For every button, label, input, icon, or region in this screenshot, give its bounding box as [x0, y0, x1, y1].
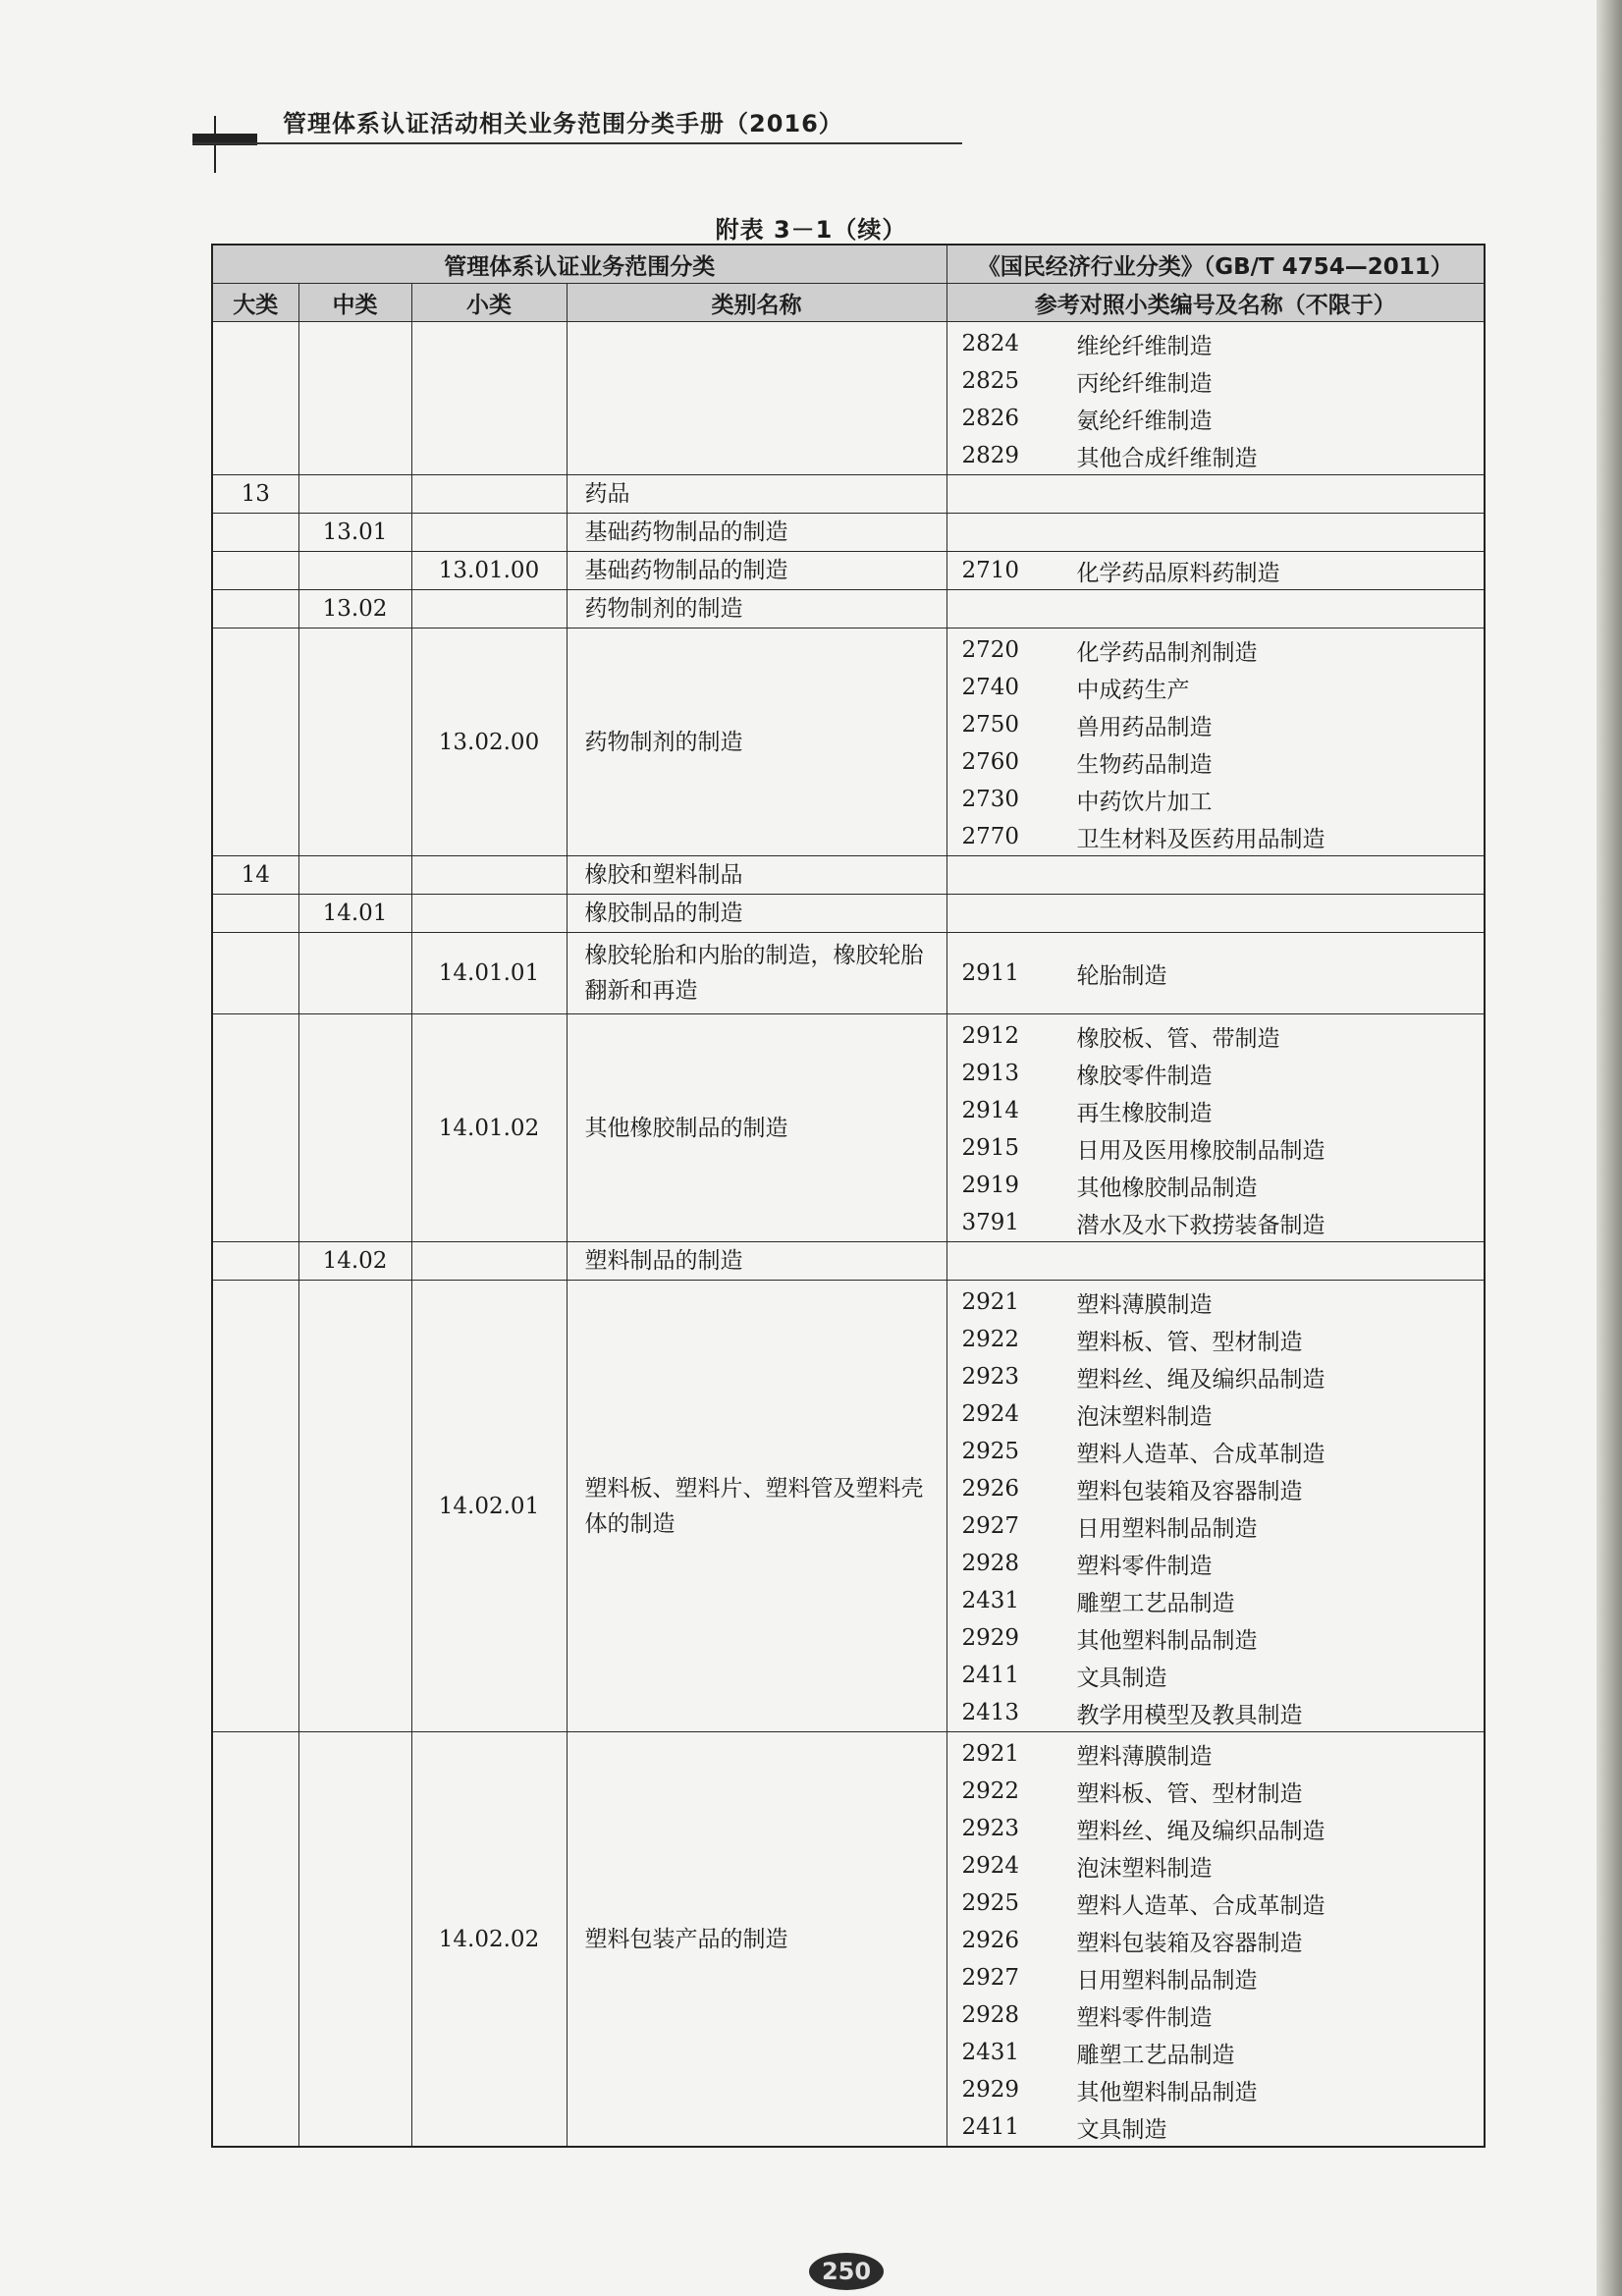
reference-code: 2914 — [961, 1098, 1020, 1123]
reference-name: 塑料人造革、合成革制造 — [1076, 1892, 1325, 1919]
reference-name: 维纶纤维制造 — [1076, 333, 1213, 359]
reference-item — [947, 1773, 1485, 1810]
reference-item — [947, 781, 1485, 818]
reference-name: 塑料零件制造 — [1076, 2004, 1213, 2031]
reference-name: 文具制造 — [1076, 2116, 1167, 2143]
col-header-reference: 参考对照小类编号及名称（不限于） — [946, 284, 1485, 322]
cell-category-name: 基础药物制品的制造 — [567, 552, 946, 590]
reference-name: 雕塑工艺品制造 — [1076, 2042, 1235, 2068]
cell-minor — [411, 1242, 567, 1281]
reference-item — [947, 818, 1485, 855]
reference-name: 橡胶零件制造 — [1076, 1063, 1213, 1089]
reference-code: 2431 — [961, 1588, 1020, 1613]
cell-reference — [946, 895, 1485, 933]
cell-category-name: 基础药物制品的制造 — [567, 514, 946, 552]
reference-name: 潜水及水下救捞装备制造 — [1076, 1212, 1325, 1238]
cell-category-name: 药物制剂的制造 — [567, 629, 946, 856]
reference-item — [947, 1847, 1485, 1885]
reference-name: 泡沫塑料制造 — [1076, 1855, 1213, 1882]
cell-minor — [411, 856, 567, 895]
cell-minor: 14.01.01 — [411, 933, 567, 1014]
reference-item — [947, 1284, 1485, 1321]
reference-name: 塑料零件制造 — [1076, 1553, 1213, 1579]
header-row-columns — [212, 284, 1485, 322]
cell-middle — [298, 933, 411, 1014]
cell-major — [212, 590, 298, 629]
reference-item — [947, 743, 1485, 781]
reference-name: 轮胎制造 — [1076, 962, 1167, 989]
reference-item — [947, 1129, 1485, 1167]
reference-name: 雕塑工艺品制造 — [1076, 1590, 1235, 1616]
cell-category-name: 其他橡胶制品的制造 — [567, 1014, 946, 1242]
cell-category-name: 药品 — [567, 475, 946, 514]
cell-category-name: 塑料包装产品的制造 — [567, 1732, 946, 2148]
cell-major — [212, 895, 298, 933]
cell-middle — [298, 856, 411, 895]
reference-item — [947, 1507, 1485, 1545]
reference-code: 2928 — [961, 1551, 1020, 1576]
cell-middle: 13.02 — [298, 590, 411, 629]
cell-reference — [946, 1014, 1485, 1242]
cell-major — [212, 1242, 298, 1281]
reference-name: 卫生材料及医药用品制造 — [1076, 826, 1325, 852]
cell-reference — [946, 1242, 1485, 1281]
reference-code: 3791 — [961, 1210, 1020, 1235]
reference-item — [947, 2108, 1485, 2146]
table-row — [212, 895, 1485, 933]
reference-code: 2925 — [961, 1439, 1020, 1464]
cell-category-name: 橡胶轮胎和内胎的制造，橡胶轮胎翻新和再造 — [567, 933, 946, 1014]
reference-name: 塑料板、管、型材制造 — [1076, 1329, 1303, 1355]
reference-item — [947, 1092, 1485, 1129]
table-row — [212, 590, 1485, 629]
page-edge-shadow — [1596, 0, 1622, 2296]
reference-code: 2913 — [961, 1061, 1020, 1086]
reference-name: 中药饮片加工 — [1076, 789, 1213, 815]
table-row — [212, 1014, 1485, 1242]
page-number: 250 — [809, 2253, 884, 2290]
cell-major — [212, 552, 298, 590]
cell-major: 14 — [212, 856, 298, 895]
cell-minor — [411, 895, 567, 933]
cell-major — [212, 933, 298, 1014]
reference-code: 2740 — [961, 675, 1020, 700]
reference-item — [947, 1433, 1485, 1470]
cell-minor — [411, 322, 567, 475]
cell-middle — [298, 1281, 411, 1732]
reference-item — [947, 362, 1485, 400]
cell-category-name: 塑料制品的制造 — [567, 1242, 946, 1281]
reference-code: 2927 — [961, 1513, 1020, 1539]
reference-item — [947, 437, 1485, 474]
reference-item — [947, 933, 1485, 1013]
reference-code: 2923 — [961, 1816, 1020, 1841]
cell-category-name: 橡胶和塑料制品 — [567, 856, 946, 895]
reference-code: 2912 — [961, 1023, 1020, 1049]
reference-code: 2919 — [961, 1173, 1020, 1198]
reference-name: 日用及医用橡胶制品制造 — [1076, 1137, 1325, 1164]
cell-reference — [946, 552, 1485, 590]
reference-name: 文具制造 — [1076, 1665, 1167, 1691]
col-header-minor: 小类 — [411, 284, 567, 322]
reference-code: 2921 — [961, 1289, 1020, 1315]
cell-major — [212, 629, 298, 856]
cell-major — [212, 1014, 298, 1242]
reference-name: 日用塑料制品制造 — [1076, 1515, 1258, 1542]
reference-code: 2431 — [961, 2040, 1020, 2065]
reference-code: 2926 — [961, 1928, 1020, 1953]
cell-reference — [946, 1732, 1485, 2148]
cell-category-name: 橡胶制品的制造 — [567, 895, 946, 933]
reference-item — [947, 1017, 1485, 1055]
reference-item — [947, 1470, 1485, 1507]
reference-item — [947, 2071, 1485, 2108]
table-title: 附表 3－1（续） — [715, 216, 907, 244]
table-row — [212, 629, 1485, 856]
group-header-left: 管理体系认证业务范围分类 — [212, 245, 946, 284]
reference-name: 塑料人造革、合成革制造 — [1076, 1441, 1325, 1467]
reference-code: 2926 — [961, 1476, 1020, 1502]
reference-code: 2825 — [961, 368, 1020, 394]
reference-name: 泡沫塑料制造 — [1076, 1403, 1213, 1430]
cell-category-name — [567, 322, 946, 475]
cell-minor — [411, 475, 567, 514]
cell-middle — [298, 629, 411, 856]
reference-name: 再生橡胶制造 — [1076, 1100, 1213, 1126]
reference-name: 化学药品原料药制造 — [1076, 560, 1280, 586]
reference-code: 2928 — [961, 2002, 1020, 2028]
reference-item — [947, 1885, 1485, 1922]
classification-table — [211, 244, 1486, 2148]
reference-item — [947, 1735, 1485, 1773]
reference-code: 2929 — [961, 1625, 1020, 1651]
table-row — [212, 475, 1485, 514]
reference-name: 氨纶纤维制造 — [1076, 408, 1213, 434]
reference-code: 2411 — [961, 1663, 1020, 1688]
reference-name: 其他塑料制品制造 — [1076, 2079, 1258, 2105]
reference-code: 2929 — [961, 2077, 1020, 2103]
reference-item — [947, 1619, 1485, 1657]
reference-code: 2824 — [961, 331, 1020, 356]
cell-middle — [298, 475, 411, 514]
cell-major — [212, 514, 298, 552]
col-header-category-name: 类别名称 — [567, 284, 946, 322]
reference-item — [947, 1996, 1485, 2034]
cell-reference — [946, 933, 1485, 1014]
reference-code: 2720 — [961, 637, 1020, 663]
reference-name: 中成药生产 — [1076, 677, 1190, 703]
reference-item — [947, 400, 1485, 437]
reference-name: 教学用模型及教具制造 — [1076, 1702, 1303, 1728]
reference-item — [947, 1922, 1485, 1959]
reference-code: 2927 — [961, 1965, 1020, 1991]
cell-reference — [946, 514, 1485, 552]
reference-code: 2925 — [961, 1890, 1020, 1916]
reference-name: 塑料丝、绳及编织品制造 — [1076, 1366, 1325, 1393]
reference-name: 塑料板、管、型材制造 — [1076, 1780, 1303, 1807]
reference-code: 2826 — [961, 406, 1020, 431]
cell-middle — [298, 1732, 411, 2148]
reference-code: 2411 — [961, 2114, 1020, 2140]
reference-item — [947, 1358, 1485, 1395]
cell-major — [212, 322, 298, 475]
reference-code: 2922 — [961, 1778, 1020, 1804]
cell-category-name: 塑料板、塑料片、塑料管及塑料壳体的制造 — [567, 1281, 946, 1732]
reference-item — [947, 1167, 1485, 1204]
reference-name: 其他橡胶制品制造 — [1076, 1175, 1258, 1201]
reference-name: 日用塑料制品制造 — [1076, 1967, 1258, 1994]
table-row — [212, 1242, 1485, 1281]
cell-minor: 14.02.02 — [411, 1732, 567, 2148]
reference-item — [947, 1959, 1485, 1996]
reference-item — [947, 552, 1485, 589]
reference-item — [947, 1810, 1485, 1847]
reference-code: 2750 — [961, 712, 1020, 738]
reference-item — [947, 1321, 1485, 1358]
cell-major — [212, 1732, 298, 2148]
table-row — [212, 514, 1485, 552]
reference-name: 丙纶纤维制造 — [1076, 370, 1213, 397]
table-body — [212, 322, 1485, 2148]
cell-middle — [298, 1014, 411, 1242]
reference-item — [947, 1545, 1485, 1582]
col-header-middle: 中类 — [298, 284, 411, 322]
reference-code: 2911 — [961, 960, 1020, 986]
reference-code: 2770 — [961, 824, 1020, 849]
cell-middle — [298, 552, 411, 590]
reference-item — [947, 1694, 1485, 1731]
table-row — [212, 1732, 1485, 2148]
reference-name: 橡胶板、管、带制造 — [1076, 1025, 1280, 1052]
reference-name: 塑料丝、绳及编织品制造 — [1076, 1818, 1325, 1844]
reference-item — [947, 631, 1485, 669]
reference-code: 2921 — [961, 1741, 1020, 1767]
reference-item — [947, 669, 1485, 706]
group-header-right: 《国民经济行业分类》（GB/T 4754—2011） — [946, 245, 1485, 284]
reference-name: 化学药品制剂制造 — [1076, 639, 1258, 666]
reference-code: 2730 — [961, 787, 1020, 812]
cell-reference — [946, 1281, 1485, 1732]
reference-code: 2915 — [961, 1135, 1020, 1161]
cell-reference — [946, 590, 1485, 629]
cell-minor: 13.01.00 — [411, 552, 567, 590]
cell-minor — [411, 590, 567, 629]
table-row — [212, 1281, 1485, 1732]
cell-major: 13 — [212, 475, 298, 514]
cell-middle: 14.01 — [298, 895, 411, 933]
running-header-title: 管理体系认证活动相关业务范围分类手册（2016） — [283, 110, 843, 137]
cell-reference — [946, 629, 1485, 856]
cell-middle: 14.02 — [298, 1242, 411, 1281]
reference-code: 2924 — [961, 1853, 1020, 1879]
table-row — [212, 856, 1485, 895]
reference-name: 塑料薄膜制造 — [1076, 1291, 1213, 1318]
reference-item — [947, 1204, 1485, 1241]
reference-item — [947, 1055, 1485, 1092]
cell-minor: 14.02.01 — [411, 1281, 567, 1732]
reference-name: 生物药品制造 — [1076, 751, 1213, 778]
reference-name: 兽用药品制造 — [1076, 714, 1213, 740]
cell-category-name: 药物制剂的制造 — [567, 590, 946, 629]
cell-major — [212, 1281, 298, 1732]
reference-name: 其他塑料制品制造 — [1076, 1627, 1258, 1654]
reference-code: 2760 — [961, 749, 1020, 775]
reference-name: 塑料包装箱及容器制造 — [1076, 1478, 1303, 1504]
col-header-major: 大类 — [212, 284, 298, 322]
table-row — [212, 933, 1485, 1014]
cell-middle — [298, 322, 411, 475]
table-row — [212, 552, 1485, 590]
reference-code: 2924 — [961, 1401, 1020, 1427]
reference-item — [947, 325, 1485, 362]
table-row — [212, 322, 1485, 475]
cell-minor: 13.02.00 — [411, 629, 567, 856]
reference-item — [947, 706, 1485, 743]
reference-item — [947, 1395, 1485, 1433]
cell-reference — [946, 322, 1485, 475]
reference-code: 2413 — [961, 1700, 1020, 1725]
cell-minor — [411, 514, 567, 552]
cell-reference — [946, 856, 1485, 895]
cell-reference — [946, 475, 1485, 514]
reference-name: 塑料包装箱及容器制造 — [1076, 1930, 1303, 1956]
cell-minor: 14.01.02 — [411, 1014, 567, 1242]
header-row-group — [212, 245, 1485, 284]
reference-name: 其他合成纤维制造 — [1076, 445, 1258, 471]
reference-code: 2710 — [961, 558, 1020, 583]
reference-item — [947, 2034, 1485, 2071]
cell-middle: 13.01 — [298, 514, 411, 552]
reference-name: 塑料薄膜制造 — [1076, 1743, 1213, 1770]
reference-code: 2922 — [961, 1327, 1020, 1352]
reference-code: 2829 — [961, 443, 1020, 468]
reference-code: 2923 — [961, 1364, 1020, 1390]
header-rule — [192, 142, 962, 144]
reference-item — [947, 1657, 1485, 1694]
reference-item — [947, 1582, 1485, 1619]
